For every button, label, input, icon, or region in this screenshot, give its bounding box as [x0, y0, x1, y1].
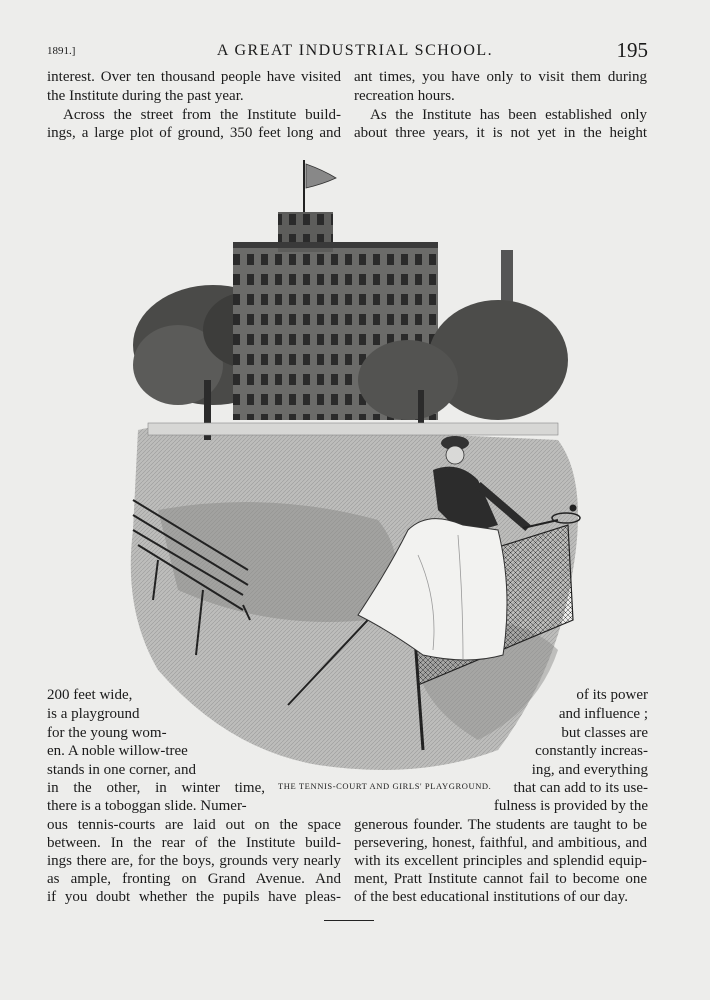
wrap-left-line-7: there is a toboggan slide. Numer-: [47, 798, 247, 814]
wrap-right-line-4: constantly increas-: [535, 743, 648, 759]
bottom-left-line-1: ous tennis-courts are laid out on the space: [47, 817, 341, 833]
wrap-right-line-3: but classes are: [561, 725, 648, 741]
page-number: 195: [616, 38, 648, 62]
wrap-left-line-6: in the other, in winter time,: [47, 780, 265, 796]
bottom-right-line-4: ment, Pratt Institute cannot fail to become one: [354, 871, 647, 887]
wrap-right-line-6: that can add to its use-: [513, 780, 648, 796]
top-right-line-4: about three years, it is not yet in the height: [354, 125, 647, 141]
top-right-line-2: recreation hours.: [354, 88, 455, 104]
wrap-right-line-5: ing, and everything: [531, 762, 648, 778]
bottom-right-line-5: of the best educational institutions of our day.: [354, 889, 628, 905]
top-left-line-2: the Institute during the past year.: [47, 88, 244, 104]
bottom-left-line-3: ings there are, for the boys, grounds very nearly: [47, 853, 341, 869]
top-right-line-1: ant times, you have only to visit them during: [354, 69, 647, 85]
wrap-right-line-1: of its power: [576, 687, 648, 703]
bottom-right-line-1: generous founder. The students are taught to be: [354, 817, 647, 833]
bottom-left-line-5: if you doubt whether the pupils have pleas-: [47, 889, 341, 905]
wrap-left-line-1: 200 feet wide,: [47, 687, 133, 703]
tennis-court-illustration: [118, 150, 588, 785]
bottom-left-line-4: as ample, fronting on Grand Avenue. And: [47, 871, 341, 887]
top-right-line-3: As the Institute has been established only: [370, 107, 647, 123]
running-head-title: A GREAT INDUSTRIAL SCHOOL.: [216, 42, 494, 59]
bottom-right-line-2: persevering, honest, faithful, and ambitious, and: [354, 835, 647, 851]
wrap-left-line-5: stands in one corner, and: [47, 762, 196, 778]
wrap-left-line-3: for the young wom-: [47, 725, 167, 741]
top-left-line-1: interest. Over ten thousand people have visited: [47, 69, 341, 85]
top-left-line-3: Across the street from the Institute build-: [63, 107, 341, 123]
top-left-line-4: ings, a large plot of ground, 350 feet long and: [47, 125, 341, 141]
wrap-left-line-2: is a playground: [47, 706, 140, 722]
bottom-left-line-2: between. In the rear of the Institute build-: [47, 835, 341, 851]
illustration-caption: THE TENNIS-COURT AND GIRLS' PLAYGROUND.: [278, 781, 492, 791]
closing-rule: [324, 920, 374, 921]
wrap-right-line-2: and influence ;: [558, 706, 648, 722]
wrap-left-line-4: en. A noble willow-tree: [47, 743, 188, 759]
bottom-right-line-3: with its excellent principles and splendid equip-: [354, 853, 647, 869]
wrap-right-line-7: fulness is provided by the: [493, 798, 648, 814]
running-head-year: 1891.]: [47, 45, 76, 57]
